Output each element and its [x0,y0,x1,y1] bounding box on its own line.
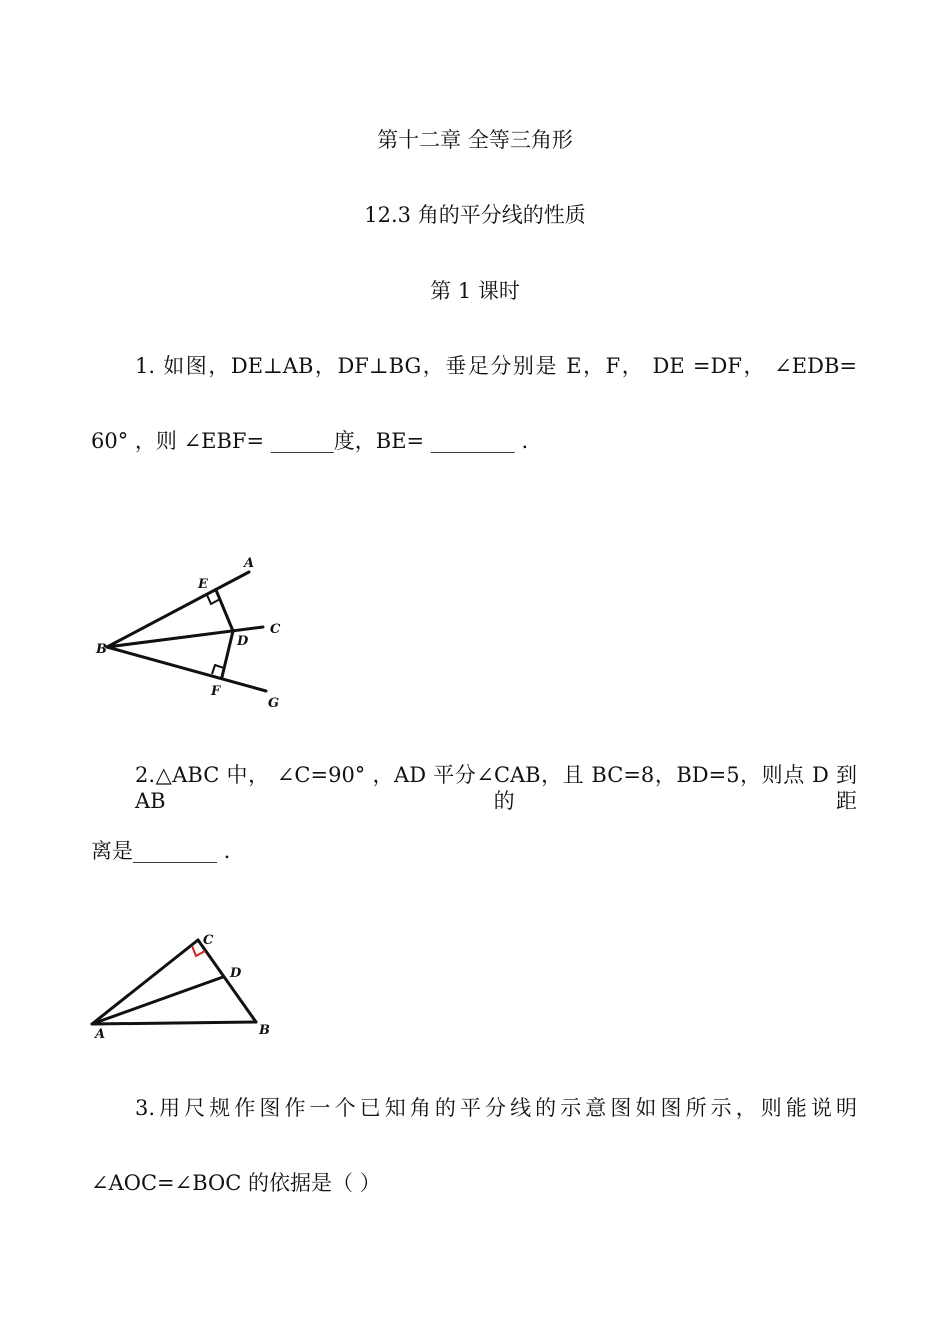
segment-DF [222,631,233,677]
question-3-line-2: ∠AOC=∠BOC 的依据是（ ） [91,1171,381,1195]
ray-BA [107,572,249,647]
right-angle-E [207,595,220,604]
side-AC [92,940,198,1024]
label-E: E [198,577,208,592]
label-D: D [237,634,249,649]
label-C: C [203,933,214,948]
question-2-line-1: 2.△ABC 中， ∠C=90° ，AD 平分∠CAB，且 BC=8，BD=5，则点 D 到 AB 的距 [135,763,857,813]
label-B: B [96,642,107,657]
label-F: F [211,684,221,699]
side-CB [198,940,256,1022]
label-C: C [270,622,281,637]
ray-BC [107,627,263,647]
section-title: 12.3 角的平分线的性质 [364,203,586,227]
lesson-label: 第 1 课时 [430,279,520,303]
segment-AD [92,977,223,1024]
label-A: A [244,556,255,571]
question-1-line-1: 1. 如图，DE⊥AB，DF⊥BG，垂足分别是 E，F， DE =DF， ∠EDB= [135,354,857,378]
question-3-line-1: 3.用尺规作图作一个已知角的平分线的示意图如图所示，则能说明 [135,1096,857,1120]
right-angle-F [212,665,224,674]
label-G: G [268,696,280,711]
question-1-line-2: 60° ，则 ∠EBF= ______度，BE= ________ . [91,429,529,453]
right-angle-C [192,946,205,956]
ray-BG [107,647,266,691]
side-AB [92,1022,256,1024]
label-A: A [95,1027,106,1042]
label-B: B [259,1023,270,1038]
segment-DE [216,590,233,631]
label-D: D [230,966,242,981]
question-2-line-2: 离是________ . [91,839,231,863]
chapter-title: 第十二章 全等三角形 [377,128,573,152]
